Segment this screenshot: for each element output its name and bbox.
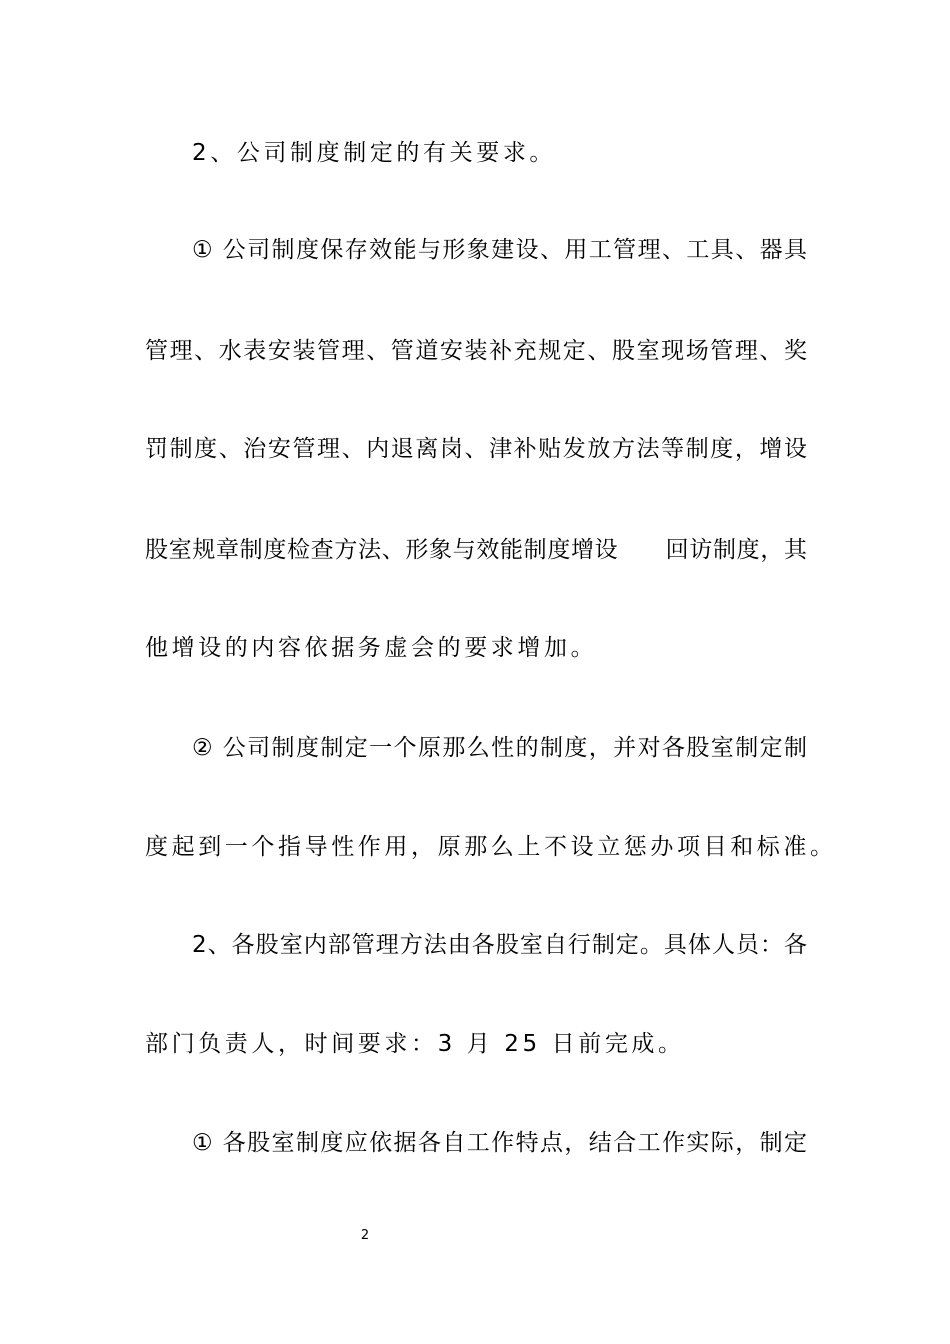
paragraph-line: 股室规章制度检查方法、形象与效能制度增设 回访制度，其 <box>145 537 807 563</box>
section-heading-department-rules: 2、各股室内部管理方法由各股室自行制定。具体人员：各 <box>192 932 807 958</box>
paragraph-line: 度起到一个指导性作用，原那么上不设立惩办项目和标准。 <box>145 834 837 860</box>
paragraph-line: 管理、水表安装管理、管道安装补充规定、股室现场管理、奖 <box>145 338 807 364</box>
section-heading-requirements: 2、公司制度制定的有关要求。 <box>192 140 557 166</box>
paragraph-line: 他增设的内容依据务虚会的要求增加。 <box>145 635 598 661</box>
page-number: 2 <box>360 1228 370 1243</box>
paragraph-line: ① 各股室制度应依据各自工作特点，结合工作实际，制定 <box>192 1130 807 1156</box>
paragraph-line: 部门负责人，时间要求：3 月 25 日前完成。 <box>145 1031 685 1057</box>
paragraph-line: ② 公司制度制定一个原那么性的制度，并对各股室制定制 <box>192 735 807 761</box>
paragraph-line: ① 公司制度保存效能与形象建设、用工管理、工具、器具 <box>192 237 807 263</box>
paragraph-line: 罚制度、治安管理、内退离岗、津补贴发放方法等制度，增设 <box>145 436 807 462</box>
